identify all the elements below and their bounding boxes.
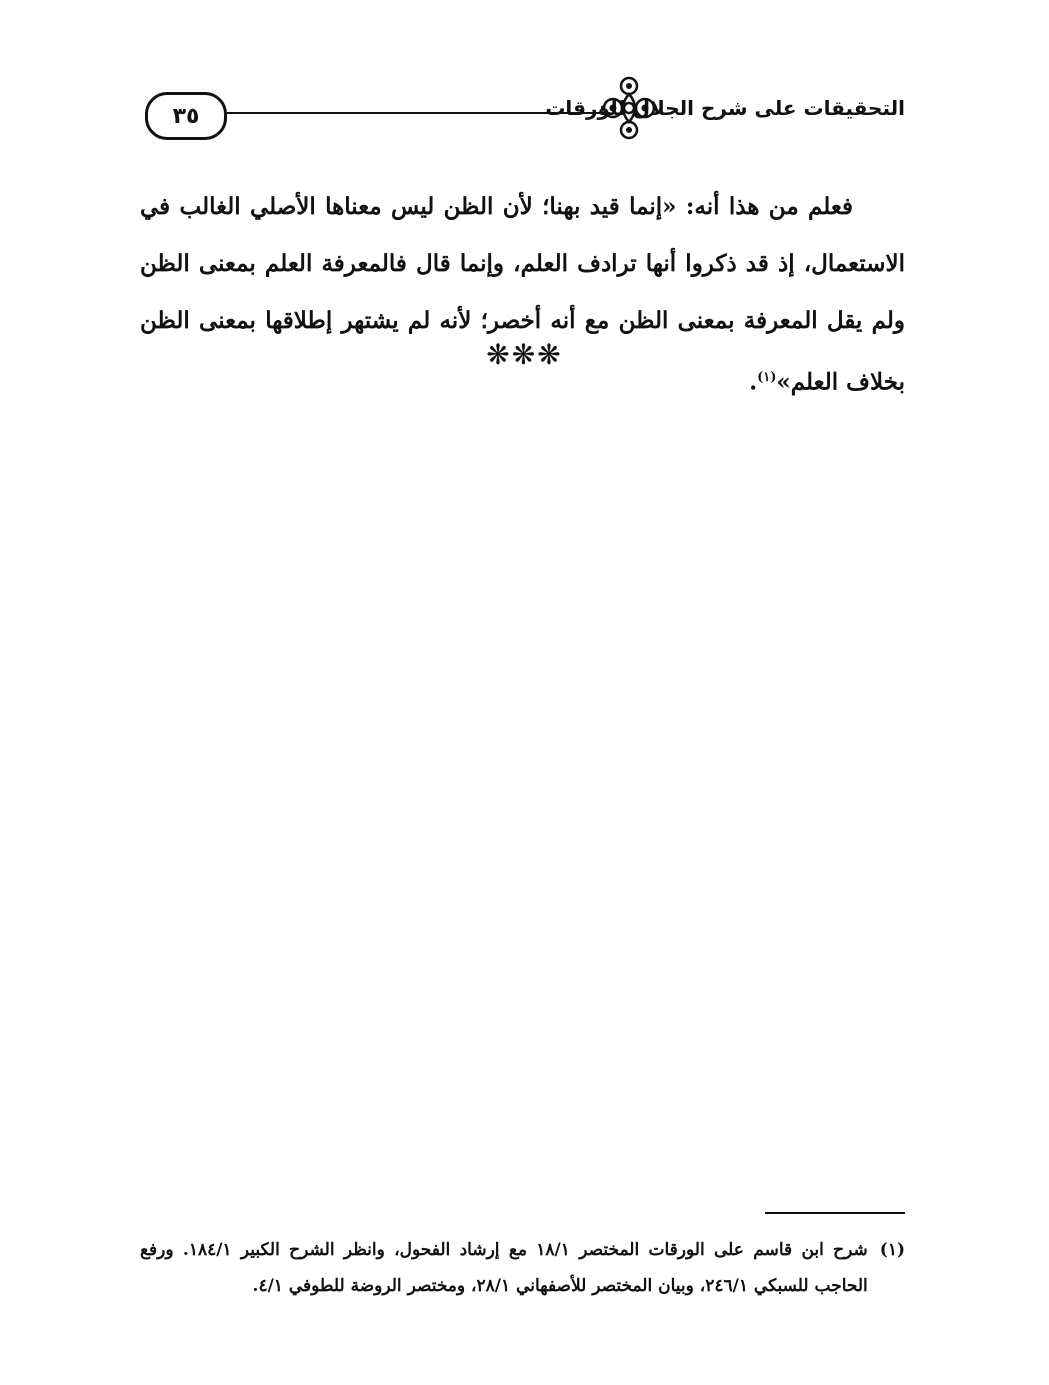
body-paragraph <box>140 178 905 411</box>
trailing-punctuation: . <box>749 368 758 396</box>
running-title: التحقيقات على شرح الجلال للورقات <box>545 96 905 120</box>
footnote-reference: (١) <box>757 370 777 385</box>
main-text <box>140 178 905 411</box>
section-separator: ❋❋❋ <box>486 338 563 371</box>
footnotes <box>140 1232 905 1304</box>
footnote-item <box>140 1232 905 1304</box>
footnote-number: (١) <box>879 1240 905 1260</box>
page-number: ٣٥ <box>145 92 227 140</box>
paragraph-text: فعلم من هذا أنه: «إنما قيد بهنا؛ لأن الظن ليس معناها الأصلي الغالب في الاستعمال، إذ قد ذكروا أنها ترادف العلم، وإنما قال فالمعرفة العلم بمعنى الظن ولم يقل المعرفة بمعنى الظن مع أنه أخصر؛ لأنه لم يشتهر إطلاقها بمعنى الظن بخلاف العلم» <box>140 193 905 396</box>
footnote-rule <box>765 1212 905 1214</box>
footnote-text: شرح ابن قاسم على الورقات المختصر ١٨/١ مع إرشاد الفحول، وانظر الشرح الكبير ١٨٤/١. ورفع الحاجب للسبكي ٢٤٦/١، وبيان المختصر للأصفهاني ٢٨/١، ومختصر الروضة للطوفي ٤/١. <box>140 1240 868 1296</box>
page-header <box>145 72 905 152</box>
